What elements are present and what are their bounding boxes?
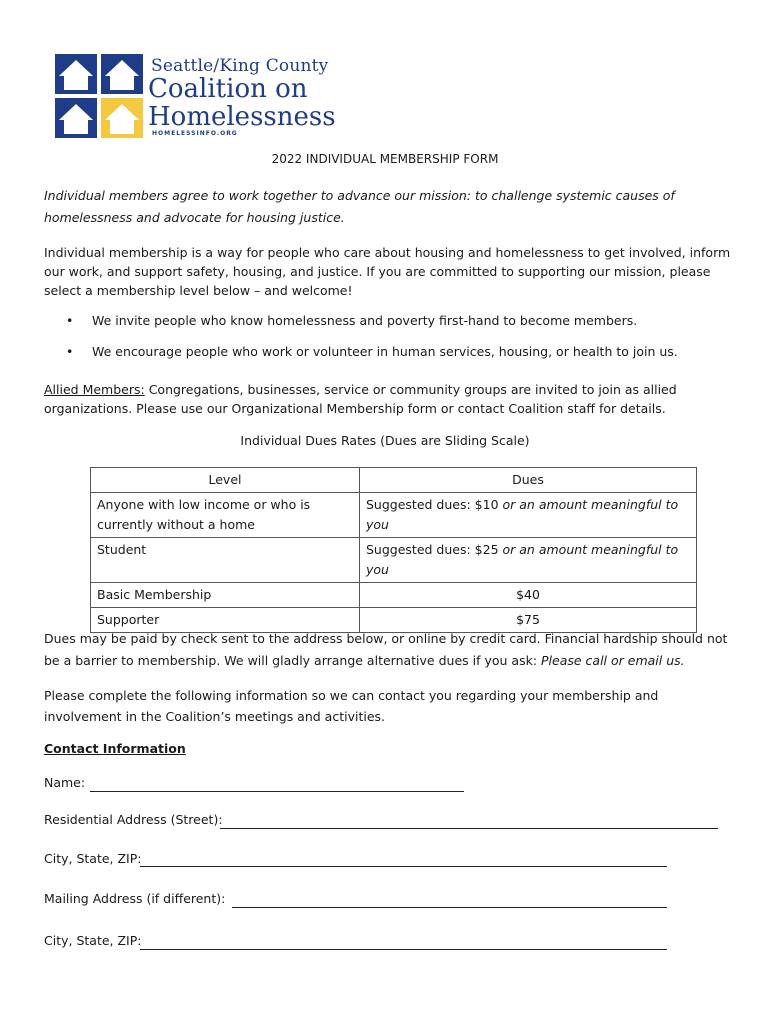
dues-caption: Individual Dues Rates (Dues are Sliding Scale) bbox=[240, 433, 530, 448]
bullet-item-2: We encourage people who work or volunteer in human services, housing, or health to join us. bbox=[92, 344, 678, 359]
dues-note: or an amount meaningful to you bbox=[366, 542, 679, 577]
intro-line-3: select a membership level below – and welcome! bbox=[44, 283, 353, 298]
logo-text-seattle: Seattle/King County bbox=[151, 56, 329, 76]
mailing-address-field[interactable] bbox=[232, 907, 667, 908]
contact-information-heading: Contact Information bbox=[44, 741, 186, 756]
dues-amount: Suggested dues: $10 bbox=[366, 497, 503, 512]
complete-line-1: Please complete the following information so we can contact you regarding your membership and bbox=[44, 688, 659, 703]
intro-line-2: our work, and support safety, housing, and justice. If you are committed to supporting our mission, please bbox=[44, 264, 711, 279]
mission-line-1: Individual members agree to work together to advance our mission: to challenge systemic causes of bbox=[44, 188, 675, 203]
payment-paragraph bbox=[44, 628, 734, 672]
residential-address-field[interactable] bbox=[220, 828, 718, 829]
coalition-logo bbox=[55, 54, 365, 140]
mailing-address-label: Mailing Address (if different): bbox=[44, 891, 226, 906]
payment-contact-note: Please call or email us. bbox=[541, 653, 685, 668]
level-cell: Supporter bbox=[91, 608, 360, 633]
dues-cell bbox=[360, 538, 697, 583]
column-header-level: Level bbox=[91, 468, 360, 493]
allied-members-text-2: organizations. Please use our Organizational Membership form or contact Coalition staff for details. bbox=[44, 401, 666, 416]
table-row bbox=[91, 493, 697, 538]
column-header-dues: Dues bbox=[360, 468, 697, 493]
logo-text-coalition: Coalition on bbox=[148, 74, 308, 104]
mission-line-2: homelessness and advocate for housing justice. bbox=[44, 210, 345, 225]
intro-line-1: Individual membership is a way for people who care about housing and homelessness to get involved, inform bbox=[44, 245, 731, 260]
mailing-city-state-zip-field[interactable] bbox=[140, 949, 667, 950]
logo-url: HOMELESSINFO.ORG bbox=[152, 130, 238, 137]
bullet-item-1: We invite people who know homelessness and poverty first-hand to become members. bbox=[92, 313, 638, 328]
bullet-marker: • bbox=[66, 313, 74, 328]
level-cell: Student bbox=[91, 538, 360, 583]
bullet-marker: • bbox=[66, 344, 74, 359]
complete-line-2: involvement in the Coalition’s meetings and activities. bbox=[44, 709, 385, 724]
city-state-zip-field[interactable] bbox=[140, 866, 667, 867]
payment-line-2: be a barrier to membership. We will gladly arrange alternative dues if you ask: bbox=[44, 653, 542, 668]
name-field[interactable] bbox=[90, 791, 464, 792]
form-title: 2022 INDIVIDUAL MEMBERSHIP FORM bbox=[271, 152, 499, 166]
intro-paragraph bbox=[44, 243, 734, 300]
allied-members-paragraph bbox=[44, 380, 734, 418]
mailing-city-state-zip-label: City, State, ZIP: bbox=[44, 933, 142, 948]
houses-logo-icon bbox=[55, 54, 145, 138]
dues-amount: Suggested dues: $25 bbox=[366, 542, 503, 557]
name-label: Name: bbox=[44, 775, 86, 790]
logo-text-homelessness: Homelessness bbox=[148, 102, 336, 132]
dues-note: or an amount meaningful to you bbox=[366, 497, 679, 532]
level-cell: Basic Membership bbox=[91, 583, 360, 608]
payment-line-1: Dues may be paid by check sent to the address below, or online by credit card. Financial hardship should not bbox=[44, 631, 728, 646]
residential-address-label: Residential Address (Street): bbox=[44, 812, 223, 827]
dues-cell: $75 bbox=[360, 608, 697, 633]
city-state-zip-label: City, State, ZIP: bbox=[44, 851, 142, 866]
allied-members-label: Allied Members: bbox=[44, 382, 145, 397]
dues-table bbox=[90, 467, 697, 633]
dues-cell: $40 bbox=[360, 583, 697, 608]
table-row bbox=[91, 583, 697, 608]
level-cell: Anyone with low income or who is currently without a home bbox=[91, 493, 360, 538]
table-row bbox=[91, 538, 697, 583]
table-header-row bbox=[91, 468, 697, 493]
mission-statement bbox=[44, 186, 734, 227]
complete-info-paragraph bbox=[44, 685, 734, 727]
allied-members-text-1: Congregations, businesses, service or community groups are invited to join as allied bbox=[144, 382, 677, 397]
dues-cell bbox=[360, 493, 697, 538]
